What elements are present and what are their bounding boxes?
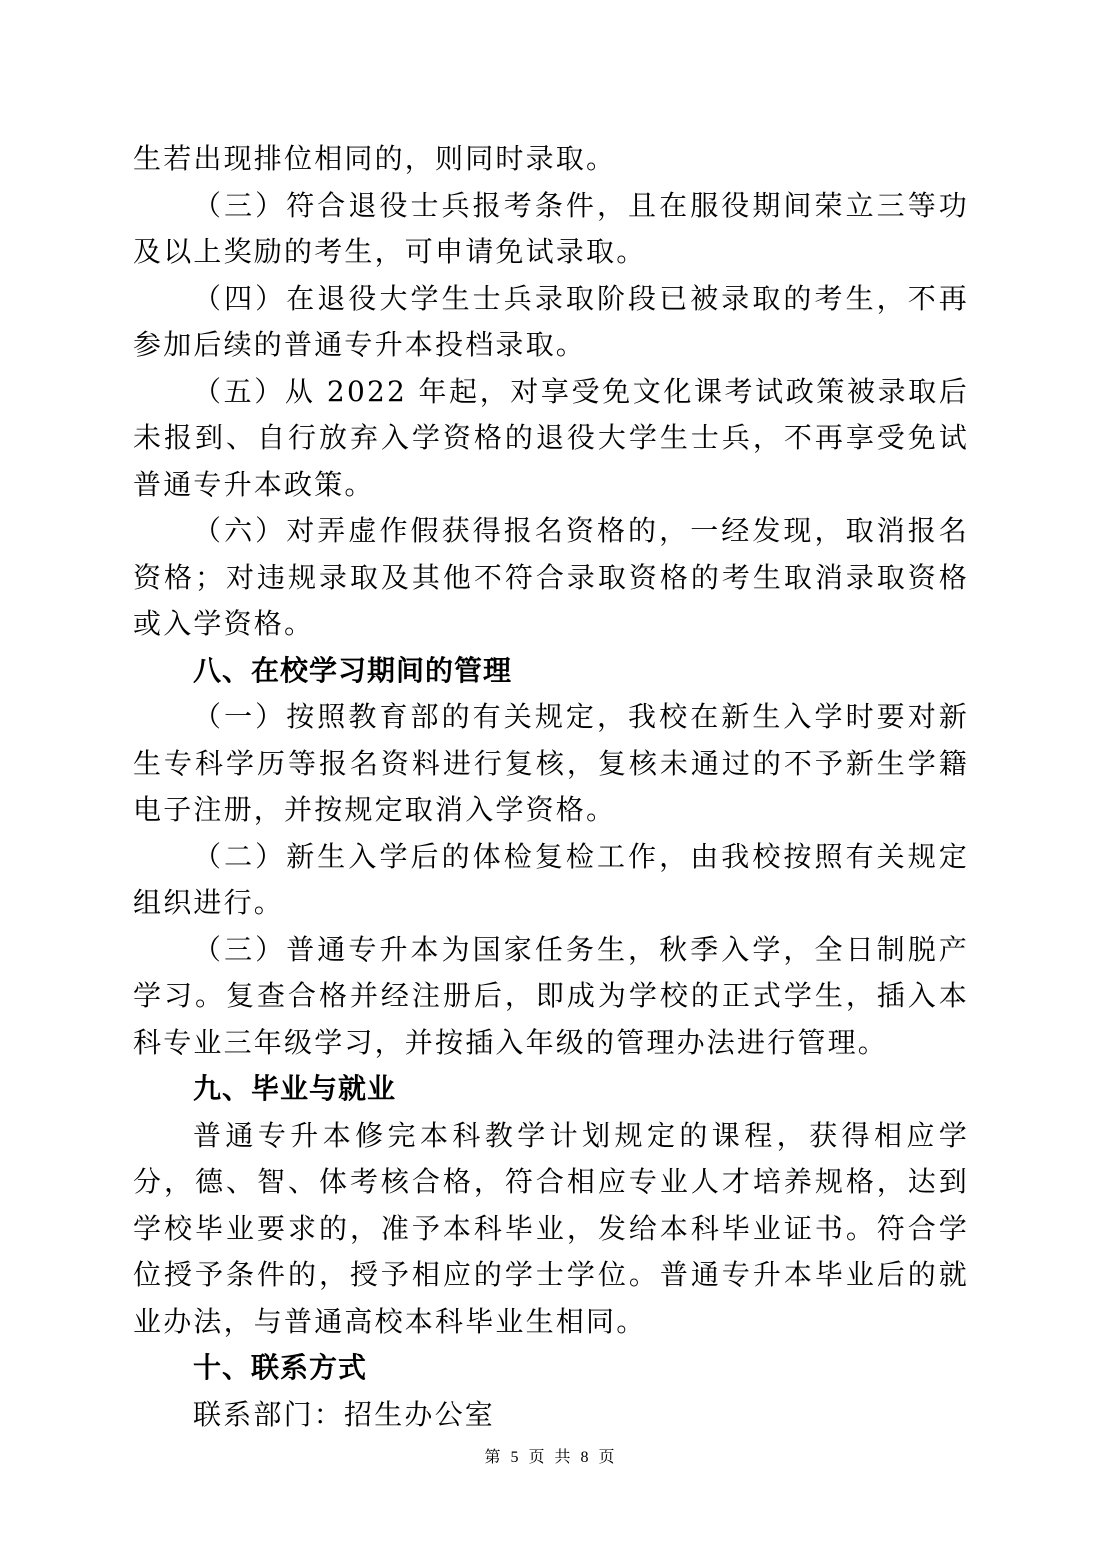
section-heading-10: 十、联系方式 xyxy=(193,1351,368,1384)
page-number-footer: 第 5 页 共 8 页 xyxy=(484,1449,618,1466)
paragraph-graduation: 普通专升本修完本科教学计划规定的课程，获得相应学分，德、智、体考核合格，符合相应专业人才培养规格，达到学校毕业要求的，准予本科毕业，发给本科毕业证书。符合学位授予条件的，授予相应的学士学位。普通专升本毕业后的就业办法，与普通高校本科毕业生相同。 xyxy=(133,1118,969,1338)
paragraph-continuation: 生若出现排位相同的，则同时录取。 xyxy=(133,142,617,175)
section-heading-8: 八、在校学习期间的管理 xyxy=(193,653,513,687)
section-heading-9: 九、毕业与就业 xyxy=(193,1072,397,1105)
paragraph-item-4: （四）在退役大学生士兵录取阶段已被录取的考生，不再参加后续的普通专升本投档录取。 xyxy=(133,281,969,361)
paragraph-item-5: （五）从 2022 年起，对享受免文化课考试政策被录取后未报到、自行放弃入学资格的退役大学生士兵，不再享受免试普通专升本政策。 xyxy=(133,374,969,501)
paragraph-item-3: （三）符合退役士兵报考条件，且在服役期间荣立三等功及以上奖励的考生，可申请免试录取。 xyxy=(133,188,969,268)
paragraph-section-8-item-3: （三）普通专升本为国家任务生，秋季入学，全日制脱产学习。复查合格并经注册后，即成为学校的正式学生，插入本科专业三年级学习，并按插入年级的管理办法进行管理。 xyxy=(133,932,969,1059)
paragraph-section-8-item-2: （二）新生入学后的体检复检工作，由我校按照有关规定组织进行。 xyxy=(133,839,969,919)
document-body xyxy=(133,136,969,1438)
paragraph-section-8-item-1: （一）按照教育部的有关规定，我校在新生入学时要对新生专科学历等报名资料进行复核，复核未通过的不予新生学籍电子注册，并按规定取消入学资格。 xyxy=(133,700,969,826)
paragraph-contact-department: 联系部门：招生办公室 xyxy=(193,1397,496,1431)
paragraph-item-6: （六）对弄虚作假获得报名资格的，一经发现，取消报名资格；对违规录取及其他不符合录取资格的考生取消录取资格或入学资格。 xyxy=(133,514,969,640)
